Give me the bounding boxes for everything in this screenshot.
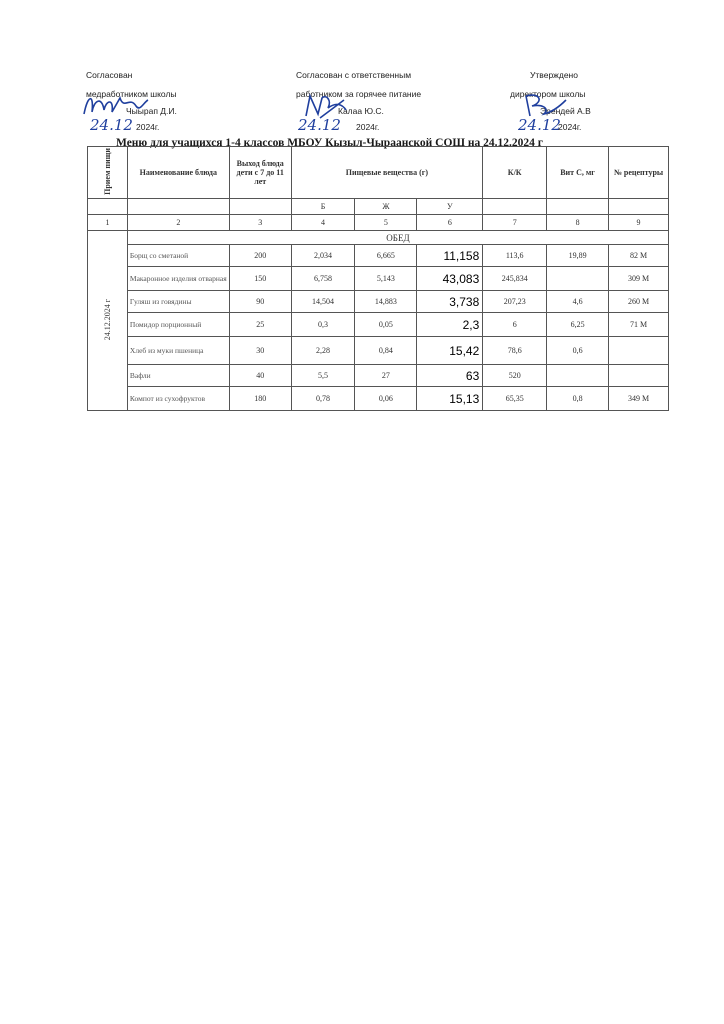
dish-recipe: 309 М (609, 267, 669, 291)
dish-kcal: 6 (483, 313, 547, 337)
dish-yield: 200 (229, 245, 291, 267)
date-cell: 24.12.2024 г (88, 231, 128, 411)
col-dish: Наименование блюда (127, 147, 229, 199)
meal-name: ОБЕД (127, 231, 668, 245)
dish-name: Вафли (127, 365, 229, 387)
col-number: 9 (609, 215, 669, 231)
dish-fat: 0,05 (355, 313, 417, 337)
dish-recipe: 82 М (609, 245, 669, 267)
table-row (88, 337, 669, 365)
col-meal: Прием пищи (88, 147, 128, 199)
dish-carbs: 11,158 (417, 245, 483, 267)
dish-kcal: 78,6 (483, 337, 547, 365)
dish-protein: 0,78 (291, 387, 355, 411)
dish-carbs: 3,738 (417, 291, 483, 313)
dish-protein: 6,758 (291, 267, 355, 291)
dish-kcal: 207,23 (483, 291, 547, 313)
col-number: 5 (355, 215, 417, 231)
meal-row (88, 231, 669, 245)
approval-responsible-date: 2024г. (356, 122, 380, 132)
handwritten-date-director: 24.12 (518, 116, 561, 134)
dish-carbs: 63 (417, 365, 483, 387)
dish-fat: 5,143 (355, 267, 417, 291)
dish-protein: 2,28 (291, 337, 355, 365)
approval-medic-date: 2024г. (136, 122, 160, 132)
dish-protein: 2,034 (291, 245, 355, 267)
sub-b: Б (291, 199, 355, 215)
col-nutrients: Пищевые вещества (г) (291, 147, 483, 199)
dish-fat: 14,883 (355, 291, 417, 313)
table-row (88, 313, 669, 337)
dish-name: Помидор порционный (127, 313, 229, 337)
dish-name: Борщ со сметаной (127, 245, 229, 267)
dish-yield: 150 (229, 267, 291, 291)
dish-vitc: 6,25 (547, 313, 609, 337)
dish-carbs: 43,083 (417, 267, 483, 291)
dish-recipe: 349 М (609, 387, 669, 411)
menu-table (87, 146, 669, 411)
dish-protein: 14,504 (291, 291, 355, 313)
dish-vitc: 19,89 (547, 245, 609, 267)
dish-vitc (547, 267, 609, 291)
approval-medic-line1: Согласован (86, 70, 133, 80)
table-row (88, 387, 669, 411)
approval-director-date: 2024г. (558, 122, 582, 132)
col-number: 4 (291, 215, 355, 231)
dish-yield: 30 (229, 337, 291, 365)
approval-director-line2: директором школы (510, 89, 586, 99)
col-number: 6 (417, 215, 483, 231)
header-row (88, 147, 669, 199)
col-vitc: Вит С, мг (547, 147, 609, 199)
sub-zh: Ж (355, 199, 417, 215)
dish-vitc (547, 365, 609, 387)
col-kk: К/К (483, 147, 547, 199)
col-recipe: № рецептуры (609, 147, 669, 199)
subheader-row (88, 199, 669, 215)
dish-name: Макаронное изделия отварная (127, 267, 229, 291)
dish-name: Гуляш из говядины (127, 291, 229, 313)
col-number: 8 (547, 215, 609, 231)
approval-medic-signer: Чыырап Д.И. (126, 106, 177, 116)
col-number: 2 (127, 215, 229, 231)
dish-carbs: 15,42 (417, 337, 483, 365)
table-row (88, 365, 669, 387)
col-number: 7 (483, 215, 547, 231)
dish-name: Компот из сухофруктов (127, 387, 229, 411)
dish-recipe: 71 М (609, 313, 669, 337)
sub-u: У (417, 199, 483, 215)
dish-fat: 6,665 (355, 245, 417, 267)
dish-yield: 40 (229, 365, 291, 387)
col-number: 1 (88, 215, 128, 231)
dish-recipe (609, 365, 669, 387)
approval-director-signer: Эрендей А.В (540, 106, 591, 116)
dish-fat: 0,84 (355, 337, 417, 365)
dish-fat: 0,06 (355, 387, 417, 411)
handwritten-date-medic: 24.12 (90, 116, 133, 134)
dish-yield: 180 (229, 387, 291, 411)
number-row (88, 215, 669, 231)
dish-yield: 90 (229, 291, 291, 313)
dish-vitc: 0,6 (547, 337, 609, 365)
dish-vitc: 4,6 (547, 291, 609, 313)
col-number: 3 (229, 215, 291, 231)
dish-recipe: 260 М (609, 291, 669, 313)
dish-kcal: 520 (483, 365, 547, 387)
approval-medic-line2: медработником школы (86, 89, 177, 99)
dish-fat: 27 (355, 365, 417, 387)
table-row (88, 291, 669, 313)
dish-kcal: 65,35 (483, 387, 547, 411)
page-title: Меню для учащихся 1-4 классов МБОУ Кызыл-Чыраанской СОШ на 24.12.2024 г (116, 137, 544, 149)
dish-protein: 5,5 (291, 365, 355, 387)
dish-carbs: 2,3 (417, 313, 483, 337)
table-row (88, 245, 669, 267)
approval-director-line1: Утверждено (530, 70, 578, 80)
dish-kcal: 245,834 (483, 267, 547, 291)
dish-yield: 25 (229, 313, 291, 337)
dish-kcal: 113,6 (483, 245, 547, 267)
dish-vitc: 0,8 (547, 387, 609, 411)
approval-responsible-line2: работником за горячее питание (296, 89, 422, 99)
dish-name: Хлеб из муки пшеница (127, 337, 229, 365)
table-row (88, 267, 669, 291)
dish-protein: 0,3 (291, 313, 355, 337)
dish-carbs: 15,13 (417, 387, 483, 411)
handwritten-date-responsible: 24.12 (298, 116, 341, 134)
approval-responsible-signer: Калаа Ю.С. (338, 106, 384, 116)
col-yield: Выход блюда дети с 7 до 11 лет (229, 147, 291, 199)
dish-recipe (609, 337, 669, 365)
approval-responsible-line1: Согласован с ответственным (296, 70, 412, 80)
